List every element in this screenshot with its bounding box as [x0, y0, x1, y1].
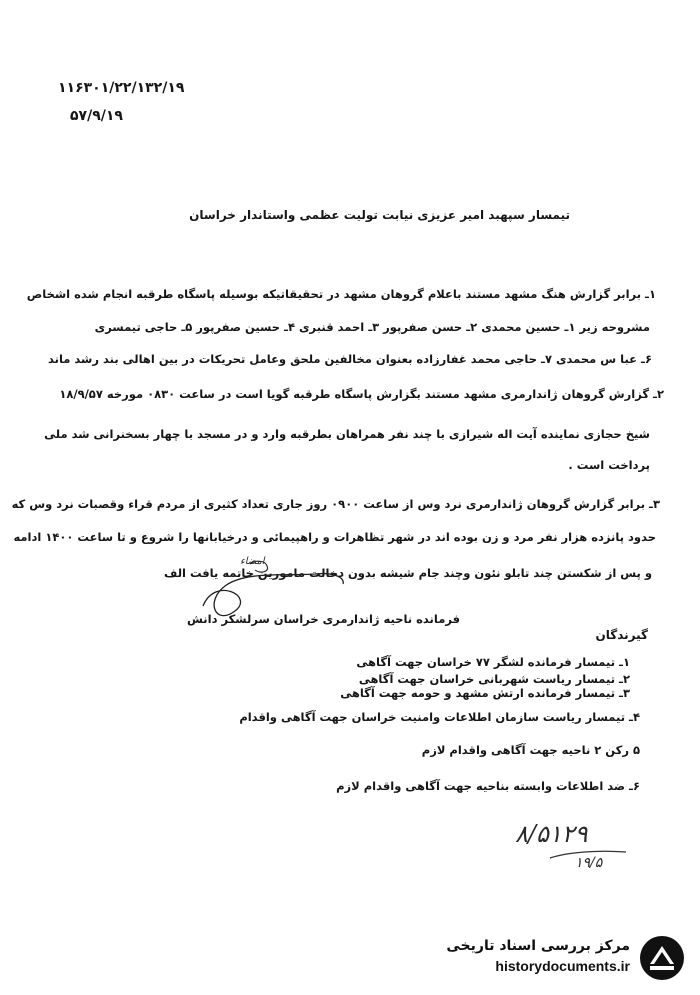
recipient-2: ۲ـ تیمسار ریاست شهربانی خراسان جهت آگاهی	[358, 672, 630, 686]
body-line-5: شیخ حجازی نماینده آیت اله شیرازی با چند نفر همراهان بطرقبه وارد و در مسجد با چهار بسخنرانی شد ملی	[44, 427, 650, 441]
recipients-heading: گیرندگان	[595, 628, 648, 642]
document-date: ۵۷/۹/۱۹	[70, 108, 123, 124]
recipient-5: ۵ رکن ۲ ناحیه جهت آگاهی واقدام لازم	[421, 743, 640, 757]
handwritten-archive-number: ۸/۵۱۲۹	[515, 820, 588, 848]
recipient-4: ۴ـ تیمسار ریاست سازمان اطلاعات وامنیت خراسان جهت آگاهی واقدام	[239, 710, 640, 724]
recipient-6: ۶ـ ضد اطلاعات وابسته بناحیه جهت آگاهی واقدام لازم	[336, 779, 640, 793]
body-line-1: ۱ـ برابر گزارش هنگ مشهد مستند باعلام گروهان مشهد در تحقیقاتیکه بوسیله پاسگاه طرقبه انجام شده اشخاص	[26, 287, 656, 301]
body-line-8: حدود پانزده هزار نفر مرد و زن بوده اند در شهر تظاهرات و راهپیمائی و درخیابانها را شروع و تا ساعت ۱۴۰۰ ادامه	[13, 530, 656, 544]
reference-number: ۱۱۶۳۰۱/۲۲/۱۳۲/۱۹	[58, 80, 185, 96]
body-line-2: مشروحه زیر ۱ـ حسین محمدی ۲ـ حسن صفرپور ۳ـ احمد قنبری ۴ـ حسین صفرپور ۵ـ حاجی تیمسری	[94, 320, 650, 334]
signature-block: فرمانده ناحیه ژاندارمری خراسان سرلشکر دانش	[187, 612, 460, 626]
archive-logo-icon	[638, 934, 686, 982]
watermark-footer	[420, 930, 690, 990]
body-line-7: ۳ـ برابر گزارش گروهان ژاندارمری نرد وس از ساعت ۰۹۰۰ روز جاری تعداد کثیری از مردم قراء وقصبات نرد وس که	[11, 497, 660, 511]
recipient-1: ۱ـ تیمسار فرمانده لشگر ۷۷ خراسان جهت آگاهی	[356, 655, 630, 669]
addressee-line: تیمسار سپهبد امیر عزیزی نیابت تولیت عظمی واستاندار خراسان	[189, 208, 570, 222]
body-line-6: پرداخت است .	[568, 458, 650, 472]
handwritten-sub-number: ۱۹/۵	[575, 855, 603, 871]
archive-website[interactable]: historydocuments.ir	[495, 958, 630, 974]
body-line-9: و پس از شکستن چند تابلو نئون وچند جام شیشه بدون دخالت مامورین خاتمه یافت الف	[164, 566, 652, 580]
handwritten-initials: امضاء	[240, 556, 265, 567]
archive-center-name: مرکز بررسی اسناد تاریخی	[446, 938, 630, 954]
body-line-4: ۲ـ گزارش گروهان ژاندارمری مشهد مستند بگزارش پاسگاه طرقبه گویا است در ساعت ۰۸۳۰ مورخه ۱۸/۹/۵۷	[59, 387, 664, 401]
recipient-3: ۳ـ تیمسار فرمانده ارتش مشهد و حومه جهت آگاهی	[340, 686, 630, 700]
body-line-3: ۶ـ عبا س محمدی ۷ـ حاجی محمد غفارزاده بعنوان مخالفین ملحق وعامل تحریکات در بین اهالی بند رشد ماند	[48, 352, 652, 366]
